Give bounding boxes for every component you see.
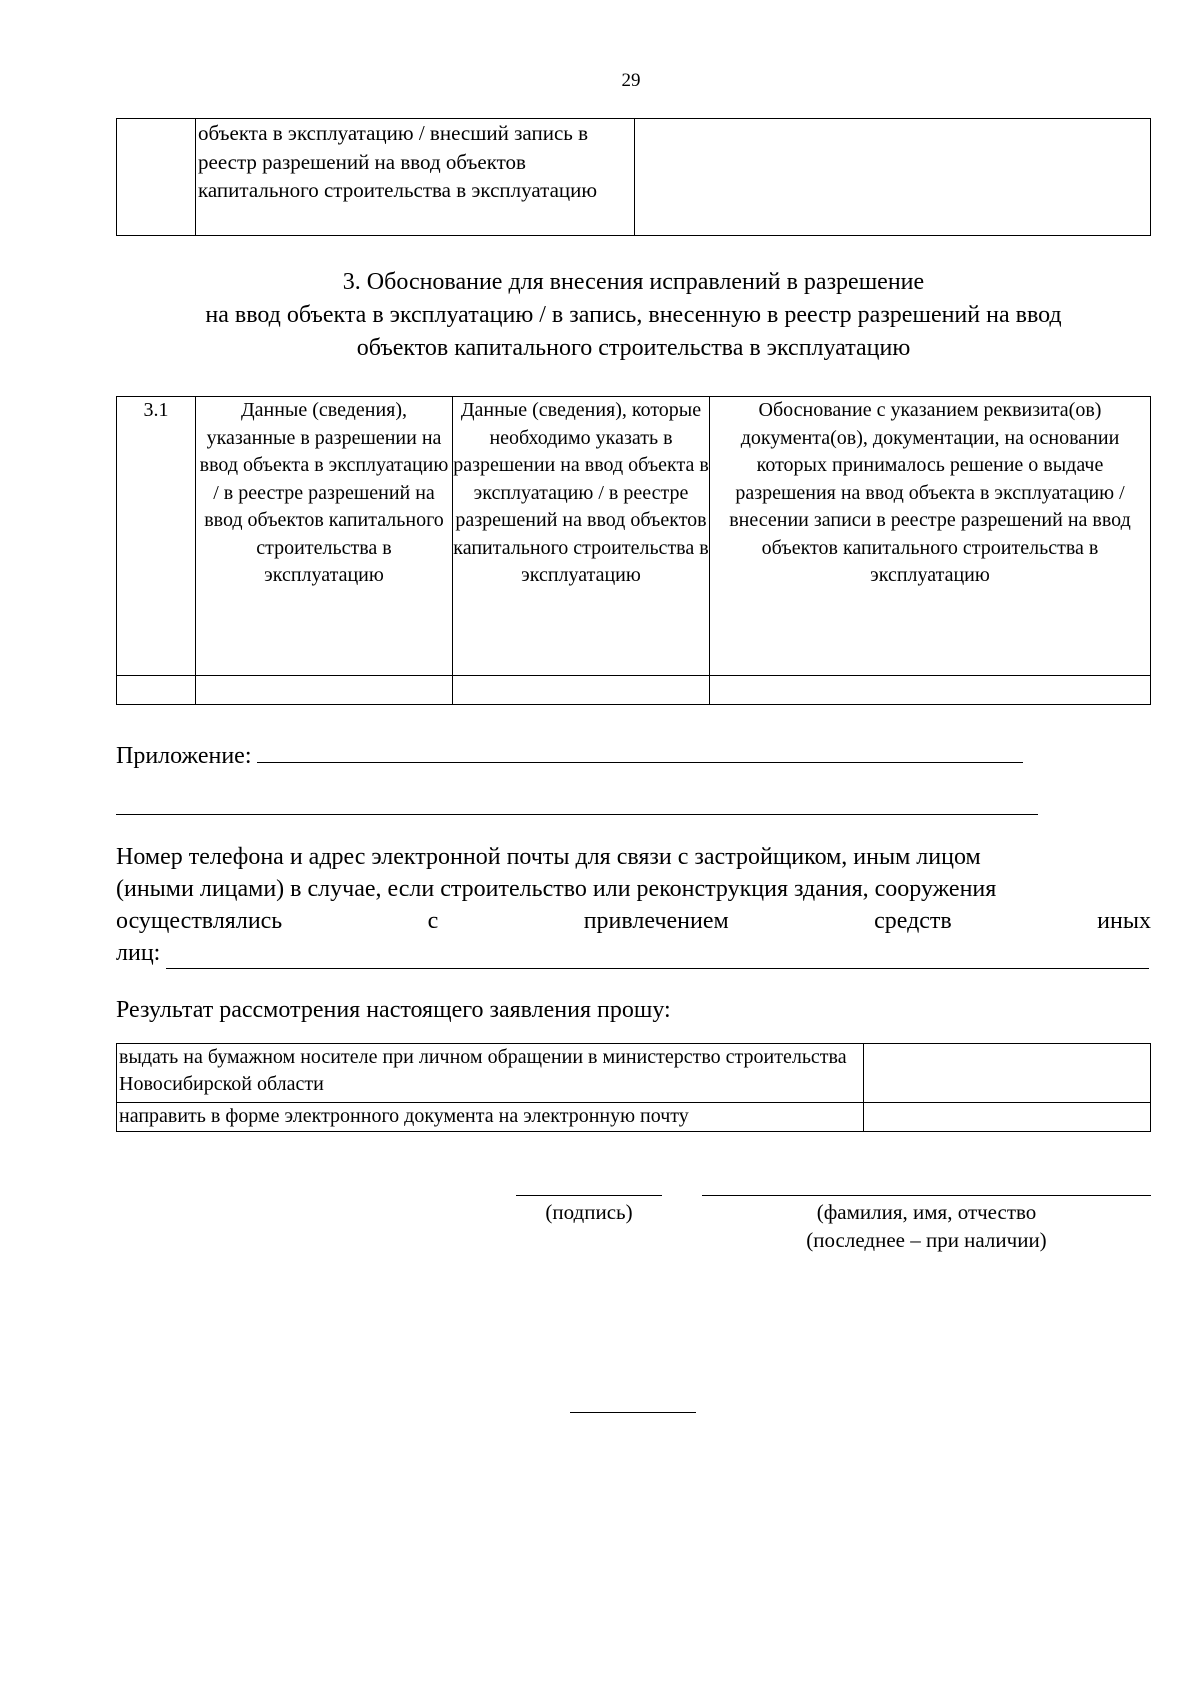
- result-prompt: Результат рассмотрения настоящего заявления прошу:: [116, 997, 671, 1023]
- end-divider: [570, 1412, 696, 1413]
- name-caption: (фамилия, имя, отчество (последнее – при наличии): [806, 1200, 1047, 1252]
- header-current-data: Данные (сведения), указанные в разрешении на ввод объекта в эксплуатацию / в реестре разрешений на ввод объектов капитального строительства в эксплуатацию: [196, 397, 453, 676]
- empty-cell[interactable]: [117, 676, 196, 705]
- empty-cell[interactable]: [196, 676, 453, 705]
- corrections-table: [116, 396, 1151, 705]
- name-line[interactable]: [702, 1195, 1151, 1196]
- continuation-cell-num: [117, 119, 196, 236]
- contact-paragraph: Номер телефона и адрес электронной почты для связи с застройщиком, иным лицом (иными лицами) в случае, если строительство или реконструкция здания, сооружения осуществлялись с привлечением средств иных лиц:: [116, 844, 1151, 966]
- empty-cell[interactable]: [453, 676, 710, 705]
- option-paper: выдать на бумажном носителе при личном обращении в министерство строительства Новосибирской области: [117, 1044, 864, 1103]
- contact-field[interactable]: [166, 968, 1149, 969]
- continuation-cell-value[interactable]: [635, 119, 1151, 236]
- attachment-line: Приложение:: [116, 738, 1151, 772]
- option-paper-checkbox[interactable]: [864, 1044, 1151, 1103]
- row-number: 3.1: [117, 397, 196, 676]
- option-email: направить в форме электронного документа на электронную почту: [117, 1103, 864, 1132]
- option-email-checkbox[interactable]: [864, 1103, 1151, 1132]
- continuation-cell-text: объекта в эксплуатацию / внесший запись в реестр разрешений на ввод объектов капитального строительства в эксплуатацию: [196, 119, 635, 236]
- header-new-data: Данные (сведения), которые необходимо указать в разрешении на ввод объекта в эксплуатацию / в реестре разрешений на ввод объектов капитального строительства в эксплуатацию: [453, 397, 710, 676]
- page-number: 29: [621, 70, 641, 91]
- section-3-title: 3. Обоснование для внесения исправлений в разрешение на ввод объекта в эксплуатацию / в запись, внесенную в реестр разрешений на ввод объектов капитального строительства в эксплуатацию: [205, 269, 1062, 361]
- continuation-table: [116, 118, 1151, 236]
- attachment-extra-line[interactable]: [116, 814, 1038, 815]
- empty-cell[interactable]: [710, 676, 1151, 705]
- signature-line[interactable]: [516, 1195, 662, 1196]
- attachment-field[interactable]: [257, 738, 1023, 763]
- header-justification: Обоснование с указанием реквизита(ов) документа(ов), документации, на основании которых принималось решение о выдаче разрешения на ввод объекта в эксплуатацию / внесении записи в реестре разрешений на ввод объектов капитального строительства в эксплуатацию: [710, 397, 1151, 676]
- signature-caption: (подпись): [545, 1200, 633, 1224]
- contact-line-justified: осуществлялись с привлечением средств иных: [116, 908, 1151, 934]
- result-options-table: [116, 1043, 1151, 1132]
